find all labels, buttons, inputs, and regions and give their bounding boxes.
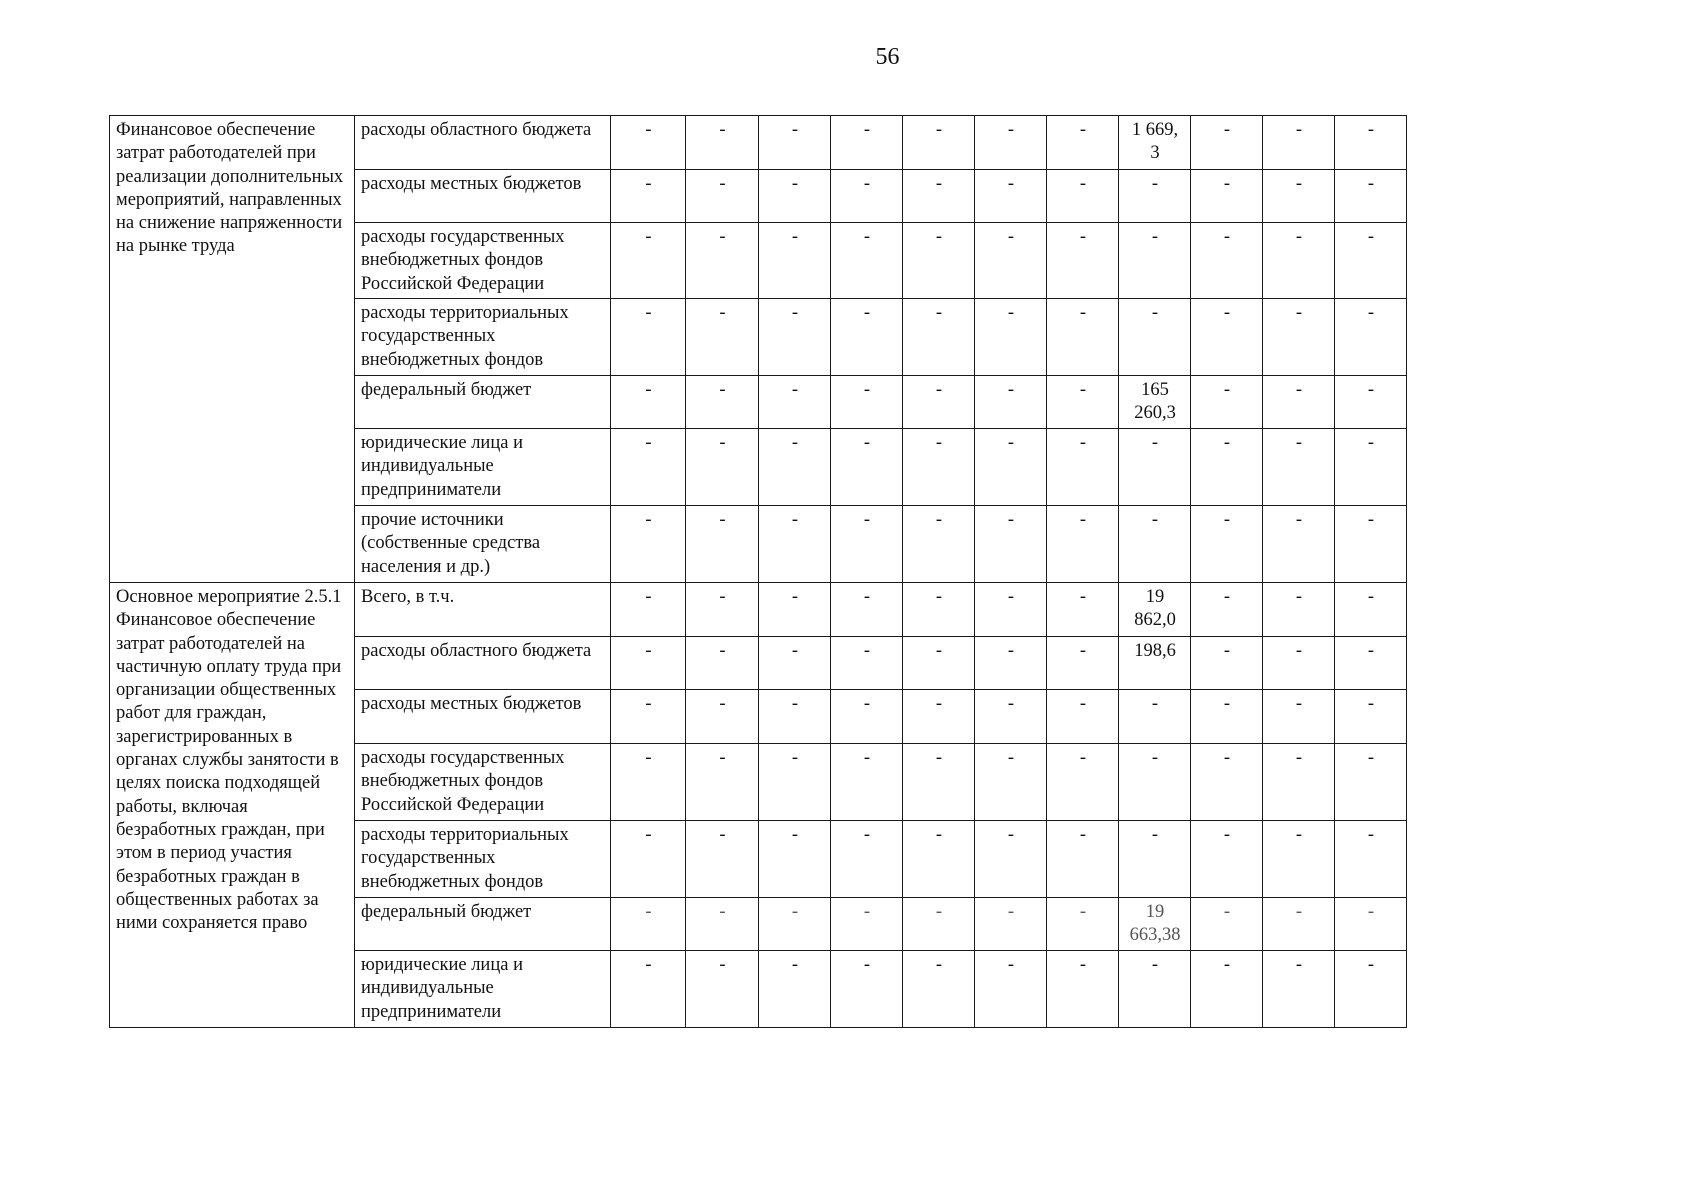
value-cell: 198,6 <box>1119 637 1191 690</box>
value-cell: - <box>1263 170 1335 223</box>
value-cell: - <box>903 898 975 951</box>
value-cell: - <box>975 223 1047 299</box>
value-cell: - <box>831 223 903 299</box>
value-cell: - <box>1335 299 1407 376</box>
value-cell: - <box>1047 506 1119 583</box>
value-cell: - <box>903 429 975 506</box>
value-cell: - <box>975 429 1047 506</box>
value-cell: - <box>831 429 903 506</box>
value-cell: 19 663,38 <box>1119 898 1191 951</box>
value-cell: - <box>903 223 975 299</box>
value-cell: - <box>975 744 1047 821</box>
value-cell: - <box>1119 506 1191 583</box>
value-cell: - <box>1119 744 1191 821</box>
value-cell: - <box>1335 637 1407 690</box>
value-cell: - <box>975 690 1047 744</box>
value-cell: - <box>1263 637 1335 690</box>
value-cell: - <box>611 898 686 951</box>
value-cell: - <box>611 583 686 637</box>
value-cell: - <box>611 116 686 170</box>
activity-cell: Финансовое обеспечение затрат работодателей при реализации дополнительных мероприятий, направленных на снижение напряженности на рынке труда <box>110 116 355 583</box>
value-cell: - <box>1335 951 1407 1028</box>
value-cell: - <box>975 506 1047 583</box>
value-cell: - <box>611 744 686 821</box>
value-cell: - <box>831 690 903 744</box>
funding-source-cell: прочие источники (собственные средства населения и др.) <box>355 506 611 583</box>
value-cell: - <box>611 506 686 583</box>
value-cell: - <box>1119 690 1191 744</box>
value-cell: - <box>1119 429 1191 506</box>
value-cell: - <box>1047 223 1119 299</box>
value-cell: - <box>975 951 1047 1028</box>
value-cell: - <box>1191 898 1263 951</box>
value-cell: - <box>1047 690 1119 744</box>
funding-source-cell: расходы областного бюджета <box>355 116 611 170</box>
value-cell: - <box>611 223 686 299</box>
value-cell: 165 260,3 <box>1119 376 1191 429</box>
value-cell: - <box>1191 744 1263 821</box>
value-cell: - <box>903 116 975 170</box>
value-cell: - <box>759 116 831 170</box>
funding-source-cell: расходы местных бюджетов <box>355 170 611 223</box>
value-cell: - <box>611 299 686 376</box>
value-cell: - <box>1191 299 1263 376</box>
value-cell: - <box>686 821 759 898</box>
value-cell: - <box>1119 821 1191 898</box>
value-cell: - <box>1263 821 1335 898</box>
value-cell: - <box>1335 690 1407 744</box>
funding-source-cell: юридические лица и индивидуальные предприниматели <box>355 951 611 1028</box>
funding-source-cell: расходы государственных внебюджетных фондов Российской Федерации <box>355 223 611 299</box>
value-cell: - <box>831 299 903 376</box>
value-cell: - <box>1263 744 1335 821</box>
value-cell: - <box>1335 170 1407 223</box>
value-cell: - <box>1335 223 1407 299</box>
value-cell: - <box>759 637 831 690</box>
value-cell: - <box>1263 898 1335 951</box>
value-cell: - <box>831 583 903 637</box>
funding-source-cell: федеральный бюджет <box>355 376 611 429</box>
value-cell: 1 669, 3 <box>1119 116 1191 170</box>
value-cell: - <box>1191 170 1263 223</box>
value-cell: - <box>1335 376 1407 429</box>
value-cell: - <box>1047 821 1119 898</box>
table-row <box>110 583 1407 637</box>
value-cell: - <box>1191 951 1263 1028</box>
funding-source-cell: Всего, в т.ч. <box>355 583 611 637</box>
value-cell: - <box>1335 744 1407 821</box>
value-cell: - <box>975 898 1047 951</box>
activity-cell: Основное мероприятие 2.5.1 Финансовое обеспечение затрат работодателей на частичную оплату труда при организации общественных работ для граждан, зарегистрированных в органах службы занятости в целях поиска подходящей работы, включая безработных граждан, при этом в период участия безработных граждан в общественных работах за ними сохраняется право <box>110 583 355 1028</box>
value-cell: - <box>1263 690 1335 744</box>
value-cell: - <box>686 170 759 223</box>
value-cell: - <box>1191 223 1263 299</box>
value-cell: - <box>975 376 1047 429</box>
value-cell: - <box>903 299 975 376</box>
value-cell: - <box>611 170 686 223</box>
value-cell: - <box>1119 951 1191 1028</box>
value-cell: - <box>903 170 975 223</box>
value-cell: - <box>1119 170 1191 223</box>
value-cell: - <box>1119 223 1191 299</box>
value-cell: - <box>759 583 831 637</box>
value-cell: - <box>759 898 831 951</box>
value-cell: - <box>611 429 686 506</box>
value-cell: - <box>903 506 975 583</box>
funding-source-cell: расходы областного бюджета <box>355 637 611 690</box>
value-cell: - <box>686 116 759 170</box>
value-cell: - <box>1047 637 1119 690</box>
value-cell: - <box>1335 821 1407 898</box>
value-cell: - <box>1047 116 1119 170</box>
value-cell: - <box>1047 583 1119 637</box>
table-row <box>110 116 1407 170</box>
value-cell: - <box>1047 429 1119 506</box>
value-cell: - <box>759 223 831 299</box>
value-cell: - <box>903 690 975 744</box>
funding-table <box>109 115 1407 1028</box>
value-cell: - <box>686 506 759 583</box>
value-cell: - <box>903 583 975 637</box>
page-number: 56 <box>875 44 900 70</box>
value-cell: - <box>611 690 686 744</box>
value-cell: - <box>975 116 1047 170</box>
funding-source-cell: расходы государственных внебюджетных фондов Российской Федерации <box>355 744 611 821</box>
value-cell: - <box>1047 170 1119 223</box>
value-cell: - <box>1047 376 1119 429</box>
value-cell: - <box>1047 898 1119 951</box>
value-cell: - <box>1335 583 1407 637</box>
funding-source-cell: расходы территориальных государственных внебюджетных фондов <box>355 821 611 898</box>
value-cell: - <box>1191 583 1263 637</box>
value-cell: - <box>1263 299 1335 376</box>
value-cell: - <box>759 429 831 506</box>
value-cell: - <box>686 744 759 821</box>
value-cell: - <box>1263 583 1335 637</box>
value-cell: - <box>1263 223 1335 299</box>
value-cell: - <box>975 821 1047 898</box>
value-cell: - <box>759 690 831 744</box>
value-cell: - <box>759 744 831 821</box>
value-cell: - <box>611 951 686 1028</box>
value-cell: - <box>759 821 831 898</box>
value-cell: - <box>831 744 903 821</box>
value-cell: - <box>759 506 831 583</box>
value-cell: - <box>686 637 759 690</box>
value-cell: - <box>1263 429 1335 506</box>
value-cell: - <box>686 223 759 299</box>
value-cell: - <box>759 170 831 223</box>
value-cell: - <box>686 429 759 506</box>
value-cell: - <box>1191 506 1263 583</box>
value-cell: - <box>1191 429 1263 506</box>
value-cell: - <box>1191 376 1263 429</box>
value-cell: - <box>1191 690 1263 744</box>
value-cell: - <box>686 951 759 1028</box>
funding-source-cell: расходы местных бюджетов <box>355 690 611 744</box>
value-cell: - <box>831 376 903 429</box>
value-cell: - <box>831 506 903 583</box>
value-cell: - <box>903 744 975 821</box>
value-cell: - <box>975 637 1047 690</box>
value-cell: - <box>831 637 903 690</box>
value-cell: - <box>831 116 903 170</box>
value-cell: - <box>1335 429 1407 506</box>
value-cell: - <box>831 951 903 1028</box>
value-cell: - <box>1047 744 1119 821</box>
value-cell: - <box>1335 116 1407 170</box>
value-cell: - <box>611 637 686 690</box>
value-cell: - <box>611 821 686 898</box>
value-cell: - <box>831 170 903 223</box>
funding-source-cell: федеральный бюджет <box>355 898 611 951</box>
value-cell: 19 862,0 <box>1119 583 1191 637</box>
value-cell: - <box>975 299 1047 376</box>
value-cell: - <box>611 376 686 429</box>
value-cell: - <box>831 898 903 951</box>
value-cell: - <box>975 583 1047 637</box>
value-cell: - <box>1263 506 1335 583</box>
value-cell: - <box>903 951 975 1028</box>
value-cell: - <box>686 299 759 376</box>
value-cell: - <box>686 376 759 429</box>
funding-source-cell: юридические лица и индивидуальные предприниматели <box>355 429 611 506</box>
value-cell: - <box>686 898 759 951</box>
value-cell: - <box>1191 637 1263 690</box>
value-cell: - <box>1191 116 1263 170</box>
value-cell: - <box>1263 116 1335 170</box>
value-cell: - <box>759 951 831 1028</box>
value-cell: - <box>1335 898 1407 951</box>
value-cell: - <box>759 299 831 376</box>
value-cell: - <box>1047 299 1119 376</box>
value-cell: - <box>903 376 975 429</box>
funding-source-cell: расходы территориальных государственных внебюджетных фондов <box>355 299 611 376</box>
value-cell: - <box>1119 299 1191 376</box>
value-cell: - <box>975 170 1047 223</box>
value-cell: - <box>903 637 975 690</box>
value-cell: - <box>1263 951 1335 1028</box>
value-cell: - <box>686 583 759 637</box>
value-cell: - <box>1335 506 1407 583</box>
value-cell: - <box>686 690 759 744</box>
value-cell: - <box>1263 376 1335 429</box>
value-cell: - <box>1047 951 1119 1028</box>
value-cell: - <box>831 821 903 898</box>
value-cell: - <box>1191 821 1263 898</box>
value-cell: - <box>903 821 975 898</box>
value-cell: - <box>759 376 831 429</box>
